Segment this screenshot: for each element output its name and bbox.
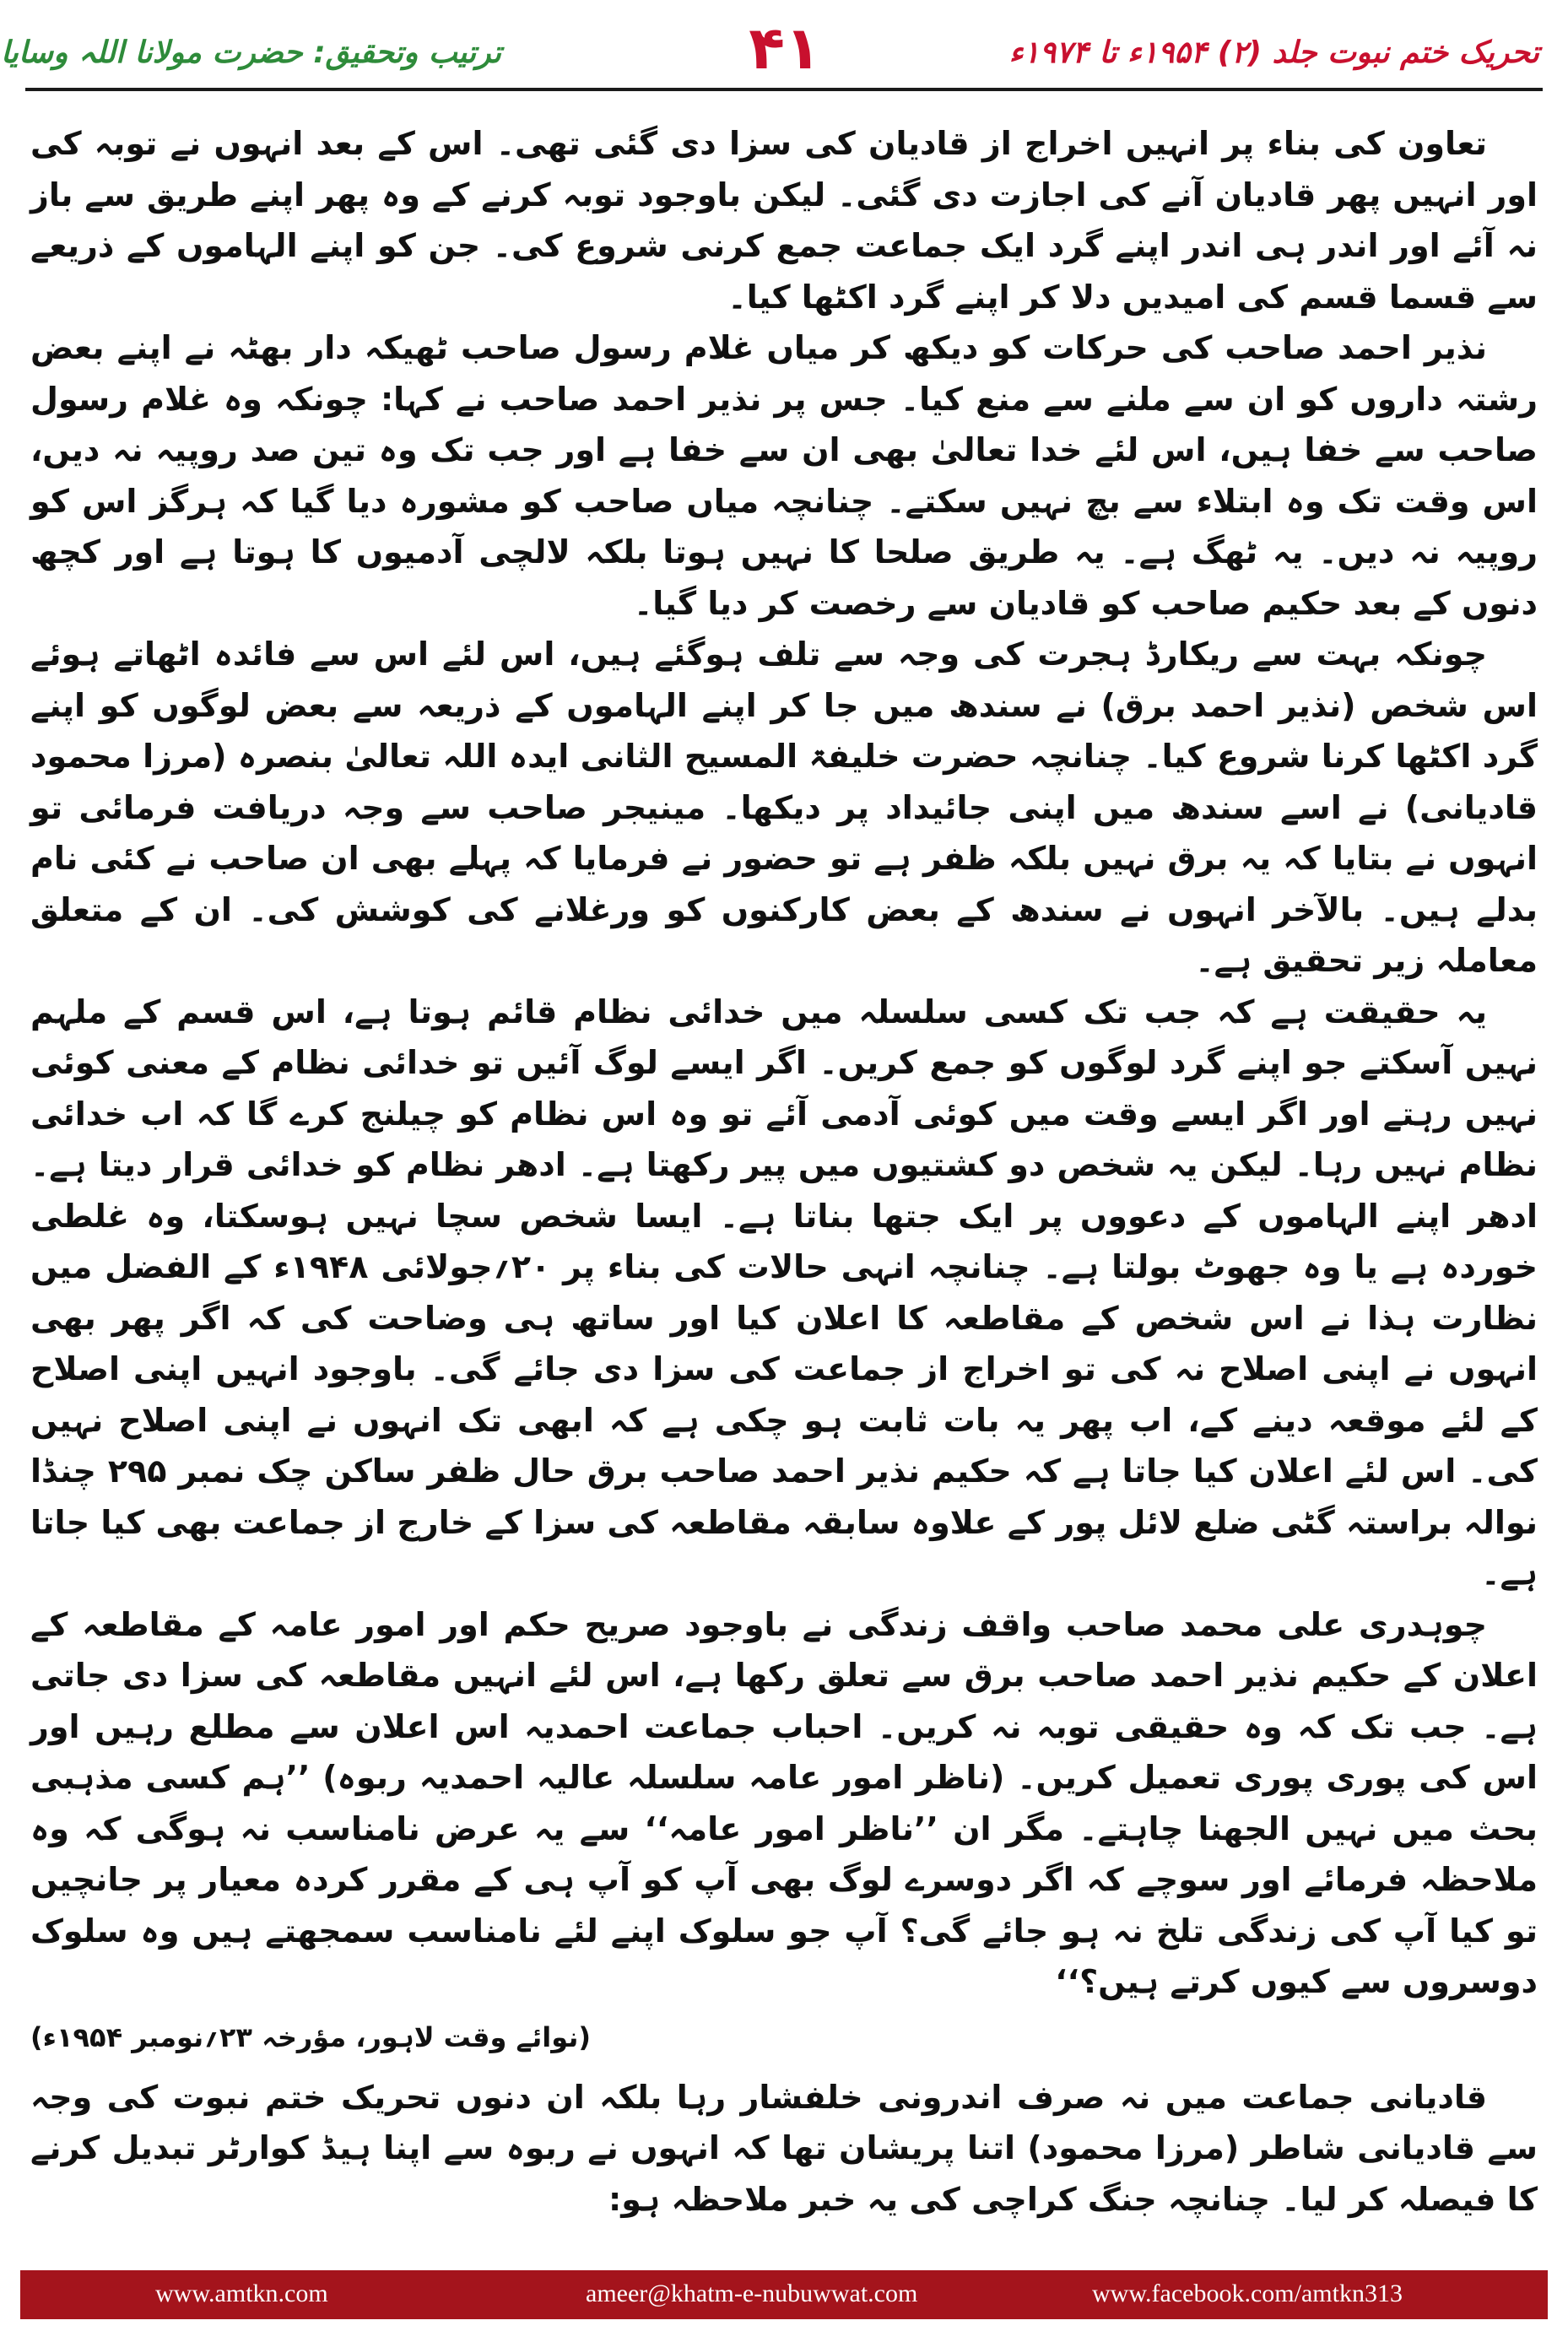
paragraph-closing: قادیانی جماعت میں نہ صرف اندرونی خلفشار رہا بلکہ ان دنوں تحریک ختم نبوت کی وجہ سے قادیانی شاطر (مرزا محمود) اتنا پریشان تھا کہ انہوں نے ربوہ سے اپنا ہیڈ کوارٹر تبدیل کرنے کا فیصلہ کر لیا۔ چنانچہ جنگ کراچی کی یہ خبر ملاحظہ ہو: [30,2078,1538,2218]
header-divider [25,88,1543,91]
page-number: ۴۱ [749,14,821,83]
compiler-credit: ترتیب وتحقیق: حضرت مولانا اللہ وسایا [0,35,501,70]
paragraph-5: چوہدری علی محمد صاحب واقف زندگی نے باوجود صریح حکم اور امور عامہ کے مقاطعہ کے اعلان کے حکیم نذیر احمد صاحب برق سے تعلق رکھا ہے، اس لئے انہیں مقاطعہ کی سزا دی جاتی ہے۔ جب تک کہ وہ حقیقی توبہ نہ کریں۔ احباب جماعت احمدیہ اس اعلان سے مطلع رہیں اور اس کی پوری پوری تعمیل کریں۔ (ناظر امور عامہ سلسلہ عالیہ احمدیہ ربوہ) ’’ہم کسی مذہبی بحث میں نہیں الجھنا چاہتے۔ مگر ان ’’ناظر امور عامہ‘‘ سے یہ عرض نامناسب نہ ہوگی کہ وہ ملاحظہ فرمائے اور سوچے کہ اگر دوسرے لوگ بھی آپ کو آپ ہی کے مقرر کردہ معیار پر جانچیں تو کیا آپ کی زندگی تلخ نہ ہو جائے گی؟ آپ جو سلوک اپنے لئے نامناسب سمجھتے ہیں وہ سلوک دوسروں سے کیوں کرتے ہیں؟‘‘ [30,1605,1538,2000]
book-title: تحریک ختم نبوت جلد (۲) ۱۹۵۴ء تا ۱۹۷۴ء [1008,35,1539,70]
page-body [30,118,1538,2225]
facebook-link[interactable]: www.facebook.com/amtkn313 [1092,2280,1403,2307]
page-footer [20,2270,1548,2319]
email-link[interactable]: ameer@khatm-e-nubuwwat.com [586,2280,918,2307]
paragraph-4: یہ حقیقت ہے کہ جب تک کسی سلسلہ میں خدائی نظام قائم ہوتا ہے، اس قسم کے ملہم نہیں آسکتے جو اپنے گرد لوگوں کو جمع کریں۔ اگر ایسے لوگ آئیں تو خدائی نظام کے معنی کوئی نہیں رہتے اور اگر ایسے وقت میں کوئی آدمی آئے تو وہ اس نظام کو چیلنج کرے گا کہ اب خدائی نظام نہیں رہا۔ لیکن یہ شخص دو کشتیوں میں پیر رکھتا ہے۔ ادھر نظام کو خدائی قرار دیتا ہے۔ ادھر اپنے الہاموں کے دعووں پر ایک جتھا بناتا ہے۔ ایسا شخص سچا نہیں ہوسکتا، وہ غلطی خوردہ ہے یا وہ جھوٹ بولتا ہے۔ چنانچہ انہی حالات کی بناء پر ۲۰؍جولائی ۱۹۴۸ء کے الفضل میں نظارت ہذا نے اس شخص کے مقاطعہ کا اعلان کیا اور ساتھ ہی وضاحت کی کہ اگر پھر بھی انہوں نے اپنی اصلاح نہ کی تو اخراج از جماعت کی سزا دی جائے گی۔ باوجود انہیں اپنی اصلاح کے لئے موقعہ دینے کے، اب پھر یہ بات ثابت ہو چکی ہے کہ ابھی تک انہوں نے اپنی اصلاح نہیں کی۔ اس لئے اعلان کیا جاتا ہے کہ حکیم نذیر احمد صاحب برق حال ظفر ساکن چک نمبر ۲۹۵ چنڈا نوالہ براستہ گٹی ضلع لائل پور کے علاوہ سابقہ مقاطعہ کی سزا کے خارج از جماعت بھی کیا جاتا ہے۔ [30,993,1538,1592]
paragraph-3: چونکہ بہت سے ریکارڈ ہجرت کی وجہ سے تلف ہوگئے ہیں، اس لئے اس سے فائدہ اٹھاتے ہوئے اس شخص (نذیر احمد برق) نے سندھ میں جا کر اپنے الہاموں کے ذریعہ سے بعض لوگوں کو اپنے گرد اکٹھا کرنا شروع کیا۔ چنانچہ حضرت خلیفۃ المسیح الثانی ایدہ اللہ تعالیٰ بنصرہ (مرزا محمود قادیانی) نے اسے سندھ میں اپنی جائیداد پر دیکھا۔ مینیجر صاحب سے وجہ دریافت فرمائی تو انہوں نے بتایا کہ یہ برق نہیں بلکہ ظفر ہے تو حضور نے فرمایا کہ پہلے بھی ان صاحب نے کئی نام بدلے ہیں۔ بالآخر انہوں نے سندھ کے بعض کارکنوں کو ورغلانے کی کوشش کی۔ ان کے متعلق معاملہ زیر تحقیق ہے۔ [30,636,1538,979]
source-citation: (نوائے وقت لاہور، مؤرخہ ۲۳؍نومبر ۱۹۵۴ء) [30,2020,591,2053]
website-link[interactable]: www.amtkn.com [155,2280,328,2307]
page-header [0,0,1568,95]
paragraph-1: تعاون کی بناء پر انہیں اخراج از قادیان کی سزا دی گئی تھی۔ اس کے بعد انہوں نے توبہ کی اور انہیں پھر قادیان آنے کی اجازت دی گئی۔ لیکن باوجود توبہ کرنے کے وہ پھر اپنے طریق سے باز نہ آئے اور اندر ہی اندر اپنے گرد ایک جماعت جمع کرنی شروع کی۔ جن کو اپنے الہاموں کے ذریعے سے قسما قسم کی امیدیں دلا کر اپنے گرد اکٹھا کیا۔ [30,125,1538,316]
paragraph-2: نذیر احمد صاحب کی حرکات کو دیکھ کر میاں غلام رسول صاحب ٹھیکہ دار بھٹہ نے اپنے بعض رشتہ داروں کو ان سے ملنے سے منع کیا۔ جس پر نذیر احمد صاحب نے کہا: چونکہ وہ غلام رسول صاحب سے خفا ہیں، اس لئے خدا تعالیٰ بھی ان سے خفا ہے اور جب تک وہ تین صد روپیہ نہ دیں، اس وقت تک وہ ابتلاء سے بچ نہیں سکتے۔ چنانچہ میاں صاحب کو مشورہ دیا گیا کہ ہرگز اس کو روپیہ نہ دیں۔ یہ ٹھگ ہے۔ یہ طریق صلحا کا نہیں ہوتا بلکہ لالچی آدمیوں کا ہوتا ہے اور کچھ دنوں کے بعد حکیم صاحب کو قادیان سے رخصت کر دیا گیا۔ [30,329,1538,622]
